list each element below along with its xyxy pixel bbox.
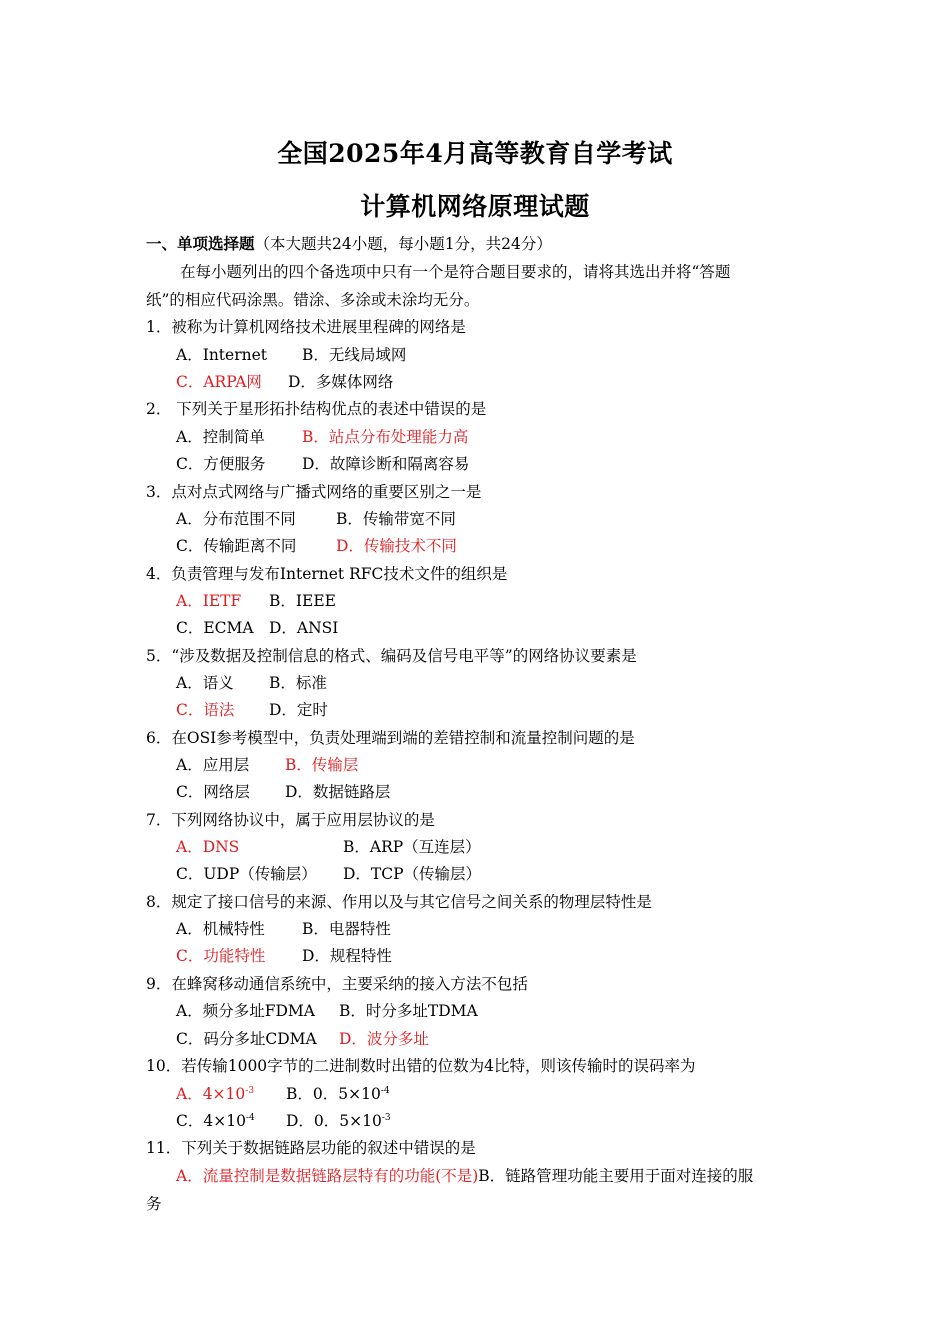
question-8-options-row1 <box>176 919 391 939</box>
q8-option-d: D．规程特性 <box>302 947 392 965</box>
q10-option-c-exponent: -4 <box>245 1113 255 1123</box>
question-2-options-row1 <box>176 427 468 447</box>
q6-option-c: C．网络层 <box>176 783 250 801</box>
question-7-options-row1 <box>176 837 481 857</box>
q8-option-a: A．机械特性 <box>176 920 265 938</box>
q9-option-d-answer: D．波分多址 <box>339 1030 429 1048</box>
q5-option-a: A．语义 <box>176 674 234 692</box>
q8-option-c-answer: C．功能特性 <box>176 947 266 965</box>
question-1-stem: 1．被称为计算机网络技术进展里程碑的网络是 <box>146 318 466 336</box>
instruction-line-1: 在每小题列出的四个备选项中只有一个是符合题目要求的，请将其选出并将“答题 <box>180 263 731 281</box>
q2-option-d: D．故障诊断和隔离容易 <box>302 455 470 473</box>
question-11-options-row1 <box>176 1166 753 1186</box>
question-3-options-row2 <box>176 536 457 556</box>
question-1-options-row2 <box>176 372 393 392</box>
question-6-options-row1 <box>176 755 358 775</box>
question-5-options-row1 <box>176 673 327 693</box>
question-10-stem: 10．若传输1000字节的二进制数时出错的位数为4比特，则该传输时的误码率为 <box>146 1057 696 1075</box>
q10-option-c-base: C．4×10 <box>176 1112 246 1130</box>
section-note: （本大题共24小题，每小题1分，共24分） <box>254 235 552 253</box>
question-7-options-row2 <box>176 864 481 884</box>
q3-option-c: C．传输距离不同 <box>176 537 297 555</box>
q10-option-a-base: A．4×10 <box>176 1085 246 1103</box>
q6-option-b-answer: B．传输层 <box>285 756 359 774</box>
q11-option-b: B．链路管理功能主要用于面对连接的服 <box>478 1167 754 1185</box>
q5-option-b: B．标准 <box>269 674 327 692</box>
q11-option-b-continuation: 务 <box>146 1195 162 1213</box>
q10-option-b-base: B．0．5×10 <box>286 1085 381 1103</box>
question-6-options-row2 <box>176 782 390 802</box>
q1-option-a: A．Internet <box>176 346 267 364</box>
question-5-stem: 5．“涉及数据及控制信息的格式、编码及信号电平等”的网络协议要素是 <box>146 647 637 665</box>
question-10-options-row1 <box>176 1084 390 1104</box>
question-6-stem: 6．在OSI参考模型中，负责处理端到端的差错控制和流量控制问题的是 <box>146 729 635 747</box>
q10-option-a-answer <box>176 1084 286 1104</box>
section-heading: 一、单项选择题 <box>146 234 255 253</box>
q5-option-c-answer: C．语法 <box>176 701 235 719</box>
q7-option-b: B．ARP（互连层） <box>343 838 481 856</box>
section-header <box>146 234 552 254</box>
q1-option-b: B．无线局域网 <box>302 346 407 364</box>
q10-option-d <box>286 1111 391 1131</box>
q6-option-d: D．数据链路层 <box>285 783 391 801</box>
question-1-options-row1 <box>176 345 406 365</box>
exam-title: 全国2025年4月高等教育自学考试 <box>277 139 673 168</box>
question-8-options-row2 <box>176 946 392 966</box>
q10-option-b-exponent: -4 <box>380 1086 390 1096</box>
q9-option-a: A．频分多址FDMA <box>176 1002 315 1020</box>
q1-option-d: D．多媒体网络 <box>288 373 394 391</box>
question-2-options-row2 <box>176 454 469 474</box>
q5-option-d: D．定时 <box>269 701 328 719</box>
question-9-stem: 9．在蜂窝移动通信系统中，主要采纳的接入方法不包括 <box>146 975 528 993</box>
q6-option-a: A．应用层 <box>176 756 250 774</box>
q10-option-a-exponent: -3 <box>245 1086 255 1096</box>
q10-option-b <box>286 1084 390 1104</box>
q7-option-a-answer: A．DNS <box>176 838 240 856</box>
question-2-stem: 2． 下列关于星形拓扑结构优点的表述中错误的是 <box>146 400 487 418</box>
instruction-line-2: 纸”的相应代码涂黑。错涂、多涂或未涂均无分。 <box>146 291 480 309</box>
q3-option-b: B．传输带宽不同 <box>336 510 456 528</box>
q10-option-c <box>176 1111 286 1131</box>
question-10-options-row2 <box>176 1111 391 1131</box>
q7-option-d: D．TCP（传输层） <box>343 865 482 883</box>
question-4-stem: 4．负责管理与发布Internet RFC技术文件的组织是 <box>146 565 508 583</box>
exam-subtitle: 计算机网络原理试题 <box>360 192 590 221</box>
q4-option-a-answer: A．IETF <box>176 592 242 610</box>
q1-option-c-answer: C．ARPA网 <box>176 373 262 391</box>
question-9-options-row1 <box>176 1001 478 1021</box>
q2-option-c: C．方便服务 <box>176 455 266 473</box>
q2-option-a: A．控制简单 <box>176 428 265 446</box>
q8-option-b: B．电器特性 <box>302 920 391 938</box>
question-4-options-row2 <box>176 618 338 638</box>
q10-option-d-exponent: -3 <box>381 1113 391 1123</box>
q3-option-a: A．分布范围不同 <box>176 510 296 528</box>
q10-option-d-base: D．0．5×10 <box>286 1112 382 1130</box>
question-7-stem: 7．下列网络协议中，属于应用层协议的是 <box>146 811 435 829</box>
question-3-stem: 3．点对点式网络与广播式网络的重要区别之一是 <box>146 483 482 501</box>
question-4-options-row1 <box>176 591 336 611</box>
question-9-options-row2 <box>176 1029 429 1049</box>
q2-option-b-answer: B．站点分布处理能力高 <box>302 428 469 446</box>
question-8-stem: 8．规定了接口信号的来源、作用以及与其它信号之间关系的物理层特性是 <box>146 893 652 911</box>
q7-option-c: C．UDP（传输层） <box>176 865 317 883</box>
question-5-options-row2 <box>176 700 328 720</box>
question-3-options-row1 <box>176 509 456 529</box>
q9-option-c: C．码分多址CDMA <box>176 1030 317 1048</box>
q4-option-b: B．IEEE <box>269 592 336 610</box>
q4-option-c: C．ECMA <box>176 619 254 637</box>
q3-option-d-answer: D．传输技术不同 <box>336 537 457 555</box>
question-11-stem: 11．下列关于数据链路层功能的叙述中错误的是 <box>146 1139 476 1157</box>
q11-option-a-answer: A．流量控制是数据链路层特有的功能(不是) <box>176 1167 479 1185</box>
q4-option-d: D．ANSI <box>269 619 339 637</box>
q9-option-b: B．时分多址TDMA <box>339 1002 478 1020</box>
